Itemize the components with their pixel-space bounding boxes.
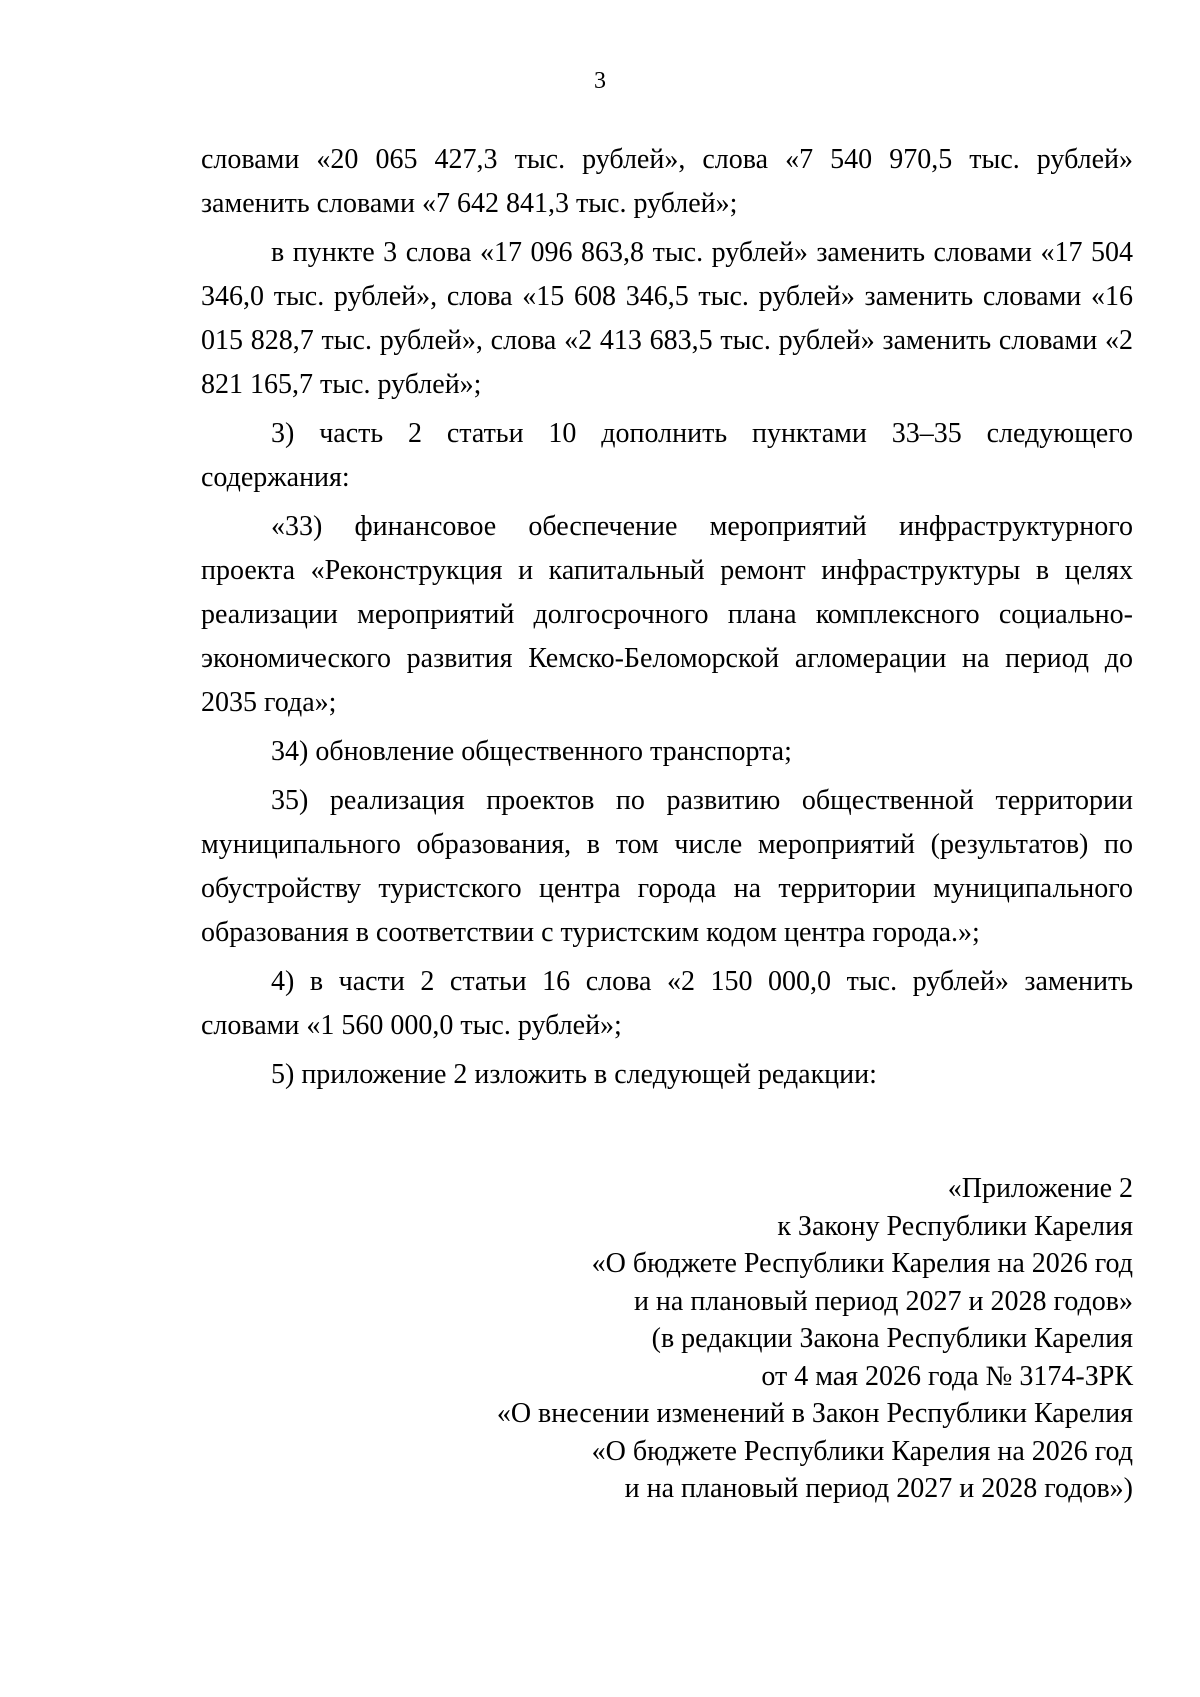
appendix-line: и на плановый период 2027 и 2028 годов» xyxy=(633,1285,1133,1317)
appendix-line: «О бюджете Республики Карелия на 2026 год xyxy=(591,1435,1133,1467)
appendix-line: к Закону Республики Карелия xyxy=(777,1210,1133,1242)
paragraph-item-4: 4) в части 2 статьи 16 слова «2 150 000,0 тыс. рублей» заменить словами «1 560 000,0 тыс. рублей»; xyxy=(201,966,1133,1041)
appendix-heading xyxy=(433,1170,1133,1508)
paragraph-item-3: 3) часть 2 статьи 10 дополнить пунктами 33–35 следующего содержания: xyxy=(201,418,1133,493)
appendix-line: «О внесении изменений в Закон Республики Карелия xyxy=(496,1398,1133,1429)
document-body xyxy=(201,138,1133,1102)
page-number: 3 xyxy=(594,68,606,94)
appendix-line: «О бюджете Республики Карелия на 2026 год xyxy=(591,1248,1133,1279)
appendix-line: от 4 мая 2026 года № 3174-ЗРК xyxy=(761,1360,1133,1392)
appendix-line: (в редакции Закона Республики Карелия xyxy=(651,1323,1133,1354)
appendix-line: и на плановый период 2027 и 2028 годов») xyxy=(624,1473,1133,1504)
paragraph-continuation: словами «20 065 427,3 тыс. рублей», слова «7 540 970,5 тыс. рублей» заменить словами «7 642 841,3 тыс. рублей»; xyxy=(201,144,1133,219)
paragraph-item-34: 34) обновление общественного транспорта; xyxy=(271,736,792,767)
paragraph-item-33: «33) финансовое обеспечение мероприятий инфраструктурного проекта «Реконструкция и капитальный ремонт инфраструктуры в целях реализации мероприятий долгосрочного плана комплексного социально-экономического развития Кемско-Беломорской агломерации на период до 2035 года»; xyxy=(201,511,1133,718)
paragraph-item-3-amendment: в пункте 3 слова «17 096 863,8 тыс. рублей» заменить словами «17 504 346,0 тыс. рублей», слова «15 608 346,5 тыс. рублей» заменить словами «16 015 828,7 тыс. рублей», слова «2 413 683,5 тыс. рублей» заменить словами «2 821 165,7 тыс. рублей»; xyxy=(201,237,1133,400)
paragraph-item-35: 35) реализация проектов по развитию общественной территории муниципального образования, в том числе мероприятий (результатов) по обустройству туристского центра города на территории муниципального образования в соответствии с туристским кодом центра города.»; xyxy=(201,785,1133,948)
paragraph-item-5: 5) приложение 2 изложить в следующей редакции: xyxy=(271,1059,877,1090)
appendix-line: «Приложение 2 xyxy=(947,1173,1133,1204)
